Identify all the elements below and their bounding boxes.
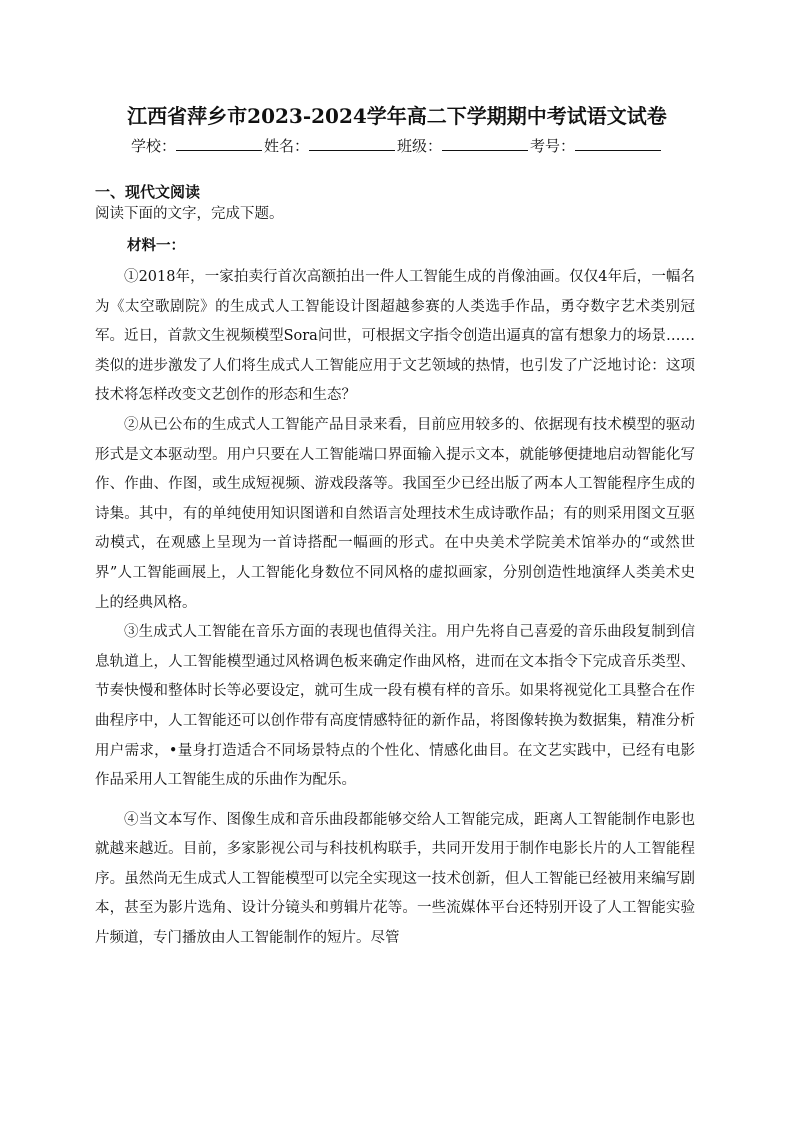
field-school <box>131 134 264 157</box>
field-label: 姓名： <box>263 137 309 155</box>
document-title: 江西省萍乡市2023-2024学年高二下学期期中考试语文试卷 <box>127 104 667 128</box>
field-name <box>264 134 397 157</box>
reading-passage <box>95 263 695 954</box>
passage-paragraph-4: ④当文本写作、图像生成和音乐曲段都能够交给人工智能完成，距离人工智能制作电影也就越来越近。目前，多家影视公司与科技机构联手，共同开发用于制作电影长片的人工智能程序。虽然尚无生成式人工智能模型可以完全实现这一技术创新，但人工智能已经被用来编写剧本，甚至为影片选角、设计分镜头和剪辑片花等。一些流媒体平台还特别开设了人工智能实验片频道，专门播放由人工智能制作的短片。尽管 <box>95 811 695 947</box>
school-blank[interactable] <box>176 134 262 151</box>
passage-paragraph-2: ②从已公布的生成式人工智能产品目录来看，目前应用较多的、依据现有技术模型的驱动形式是文本驱动型。用户只要在人工智能端口界面输入提示文本，就能够便捷地启动智能化写作、作曲、作图，或生成短视频、游戏段落等。我国至少已经出版了两本人工智能程序生成的诗集。其中，有的单纯使用知识图谱和自然语言处理技术生成诗歌作品；有的则采用图文互驱动模式，在观感上呈现为一首诗搭配一幅画的形式。在中央美术学院美术馆举办的“或然世界”人工智能画展上，人工智能化身数位不同风格的虚拟画家，分别创造性地演绎人类美术史上的经典风格。 <box>95 416 695 611</box>
section-title: 一、现代文阅读 <box>95 183 201 201</box>
passage-paragraph-3: ③生成式人工智能在音乐方面的表现也值得关注。用户先将自己喜爱的音乐曲段复制到信息轨道上，人工智能模型通过风格调色板来确定作曲风格，进而在文本指令下完成音乐类型、节奏快慢和整体时长等必要设定，就可生成一段有模有样的音乐。如果将视觉化工具整合在作曲程序中，人工智能还可以创作带有高度情感特征的新作品，将图像转换为数据集，精准分析用户需求，•量身打造适合不同场景特点的个性化、情感化曲目。在文艺实践中，已经有电影作品采用人工智能生成的乐曲作为配乐。 <box>95 624 695 789</box>
exam-number-blank[interactable] <box>575 134 661 151</box>
field-class <box>397 134 530 157</box>
name-blank[interactable] <box>309 134 395 151</box>
section-instruction: 阅读下面的文字，完成下题。 <box>95 206 284 222</box>
field-label: 考号： <box>530 137 576 155</box>
field-exam-number <box>530 134 663 157</box>
class-blank[interactable] <box>442 134 528 151</box>
field-label: 班级： <box>397 137 443 155</box>
field-label: 学校： <box>130 137 176 155</box>
passage-paragraph-1: ①2018年，一家拍卖行首次高额拍出一件人工智能生成的肖像油画。仅仅4年后，一幅名为《太空歌剧院》的生成式人工智能设计图超越参赛的人类选手作品，勇夺数字艺术类别冠军。近日，首款文生视频模型Sora问世，可根据文字指令创造出逼真的富有想象力的场景……类似的进步激发了人们将生成式人工智能应用于文艺领域的热情，也引发了广泛地讨论：这项技术将怎样改变文艺创作的形态和生态？ <box>95 269 695 404</box>
material-label: 材料一： <box>127 237 185 254</box>
student-info-fields <box>0 134 794 157</box>
